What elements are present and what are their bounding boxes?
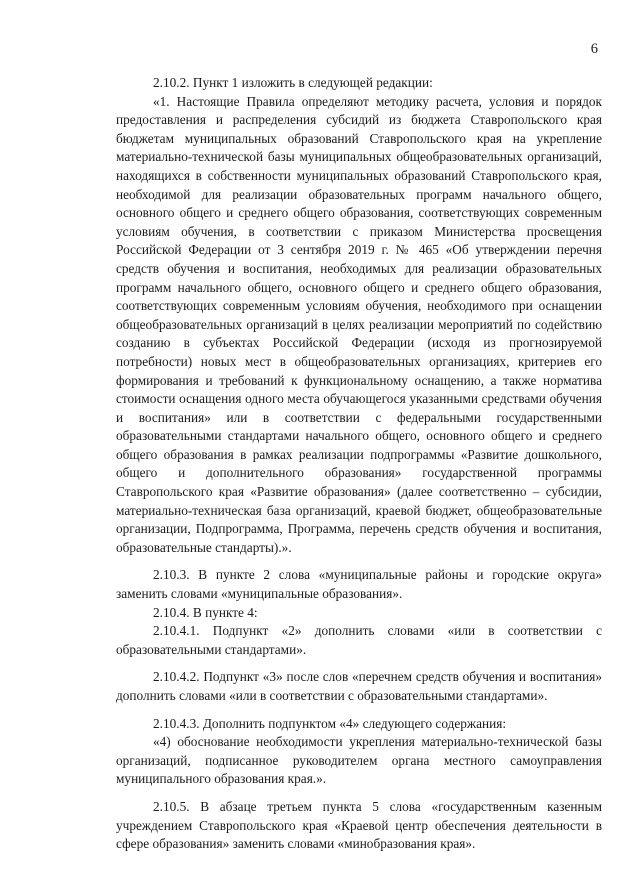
paragraph-2-10-5: 2.10.5. В абзаце третьем пункта 5 слова «государственным казенным учреждением Ставропольского края «Краевой центр обеспечения деятельности в сфере образования» заменить словами «минобразования края».: [116, 798, 602, 852]
paragraph-2-10-3: 2.10.3. В пункте 2 слова «муниципальные районы и городские округа» заменить словами «муниципальные образования».: [116, 567, 602, 602]
paragraph-rule-1-text: «1. Настоящие Правила определяют методику расчета, условия и порядок предоставления и распределения субсидий из бюджета Ставропольского края бюджетам муниципальных образований Ставропольского края на укрепление материально-технической базы муниципальных общеобразовательных организаций, находящихся в собственности муниципальных образований Ставропольского края, необходимой для реализации образовательных программ начального общего, основного общего и среднего общего образования, соответствующих современным условиям обучения, в соответствии с приказом Министерства просвещения Российской Федерации от 3 сентября 2019 г. № 465 «Об утверждении перечня средств обучения и воспитания, необходимых для реализации образовательных программ начального общего, основного общего и среднего общего образования, соответствующих современным условиям обучения, необходимого при оснащении общеобразовательных организаций в целях реализации мероприятий по содействию созданию в субъектах Российской Федерации (исходя из прогнозируемой потребности) новых мест в общеобразовательных организациях, критериев его формирования и требований к функциональному оснащению, а также норматива стоимости оснащения одного места обучающегося указанными средствами обучения и воспитания» или в соответствии с федеральными государственными образовательными стандартами начального общего, основного общего и среднего общего образования в рамках реализации подпрограммы «Развитие дошкольного, общего и дополнительного образования» государственной программы Ставропольского края «Развитие образования» (далее соответственно – субсидии, материально-техническая база организаций, краевой бюджет, общеобразовательные организации, Подпрограмма, Программа, перечень средств обучения и воспитания, образовательные стандарты).».: [116, 93, 602, 555]
paragraph-subpoint-4: «4) обоснование необходимости укрепления материально-технической базы организаций, подписанное руководителем органа местного самоуправления муниципального образования края.».: [116, 734, 602, 787]
paragraph-2-10-4: 2.10.4. В пункте 4:: [153, 604, 258, 620]
paragraph-2-10-4-2: 2.10.4.2. Подпункт «3» после слов «перечнем средств обучения и воспитания» дополнить словами «или в соответствии с образовательными стандартами».: [116, 669, 602, 703]
paragraph-2-10-4-1: 2.10.4.1. Подпункт «2» дополнить словами «или в соответствии с образовательными стандартами».: [116, 623, 602, 657]
paragraph-2-10-2: 2.10.2. Пункт 1 изложить в следующей редакции:: [153, 75, 433, 90]
document-body: [116, 74, 602, 854]
page-number: 6: [590, 41, 598, 57]
paragraph-2-10-4-3: 2.10.4.3. Дополнить подпунктом «4» следующего содержания:: [153, 715, 507, 731]
